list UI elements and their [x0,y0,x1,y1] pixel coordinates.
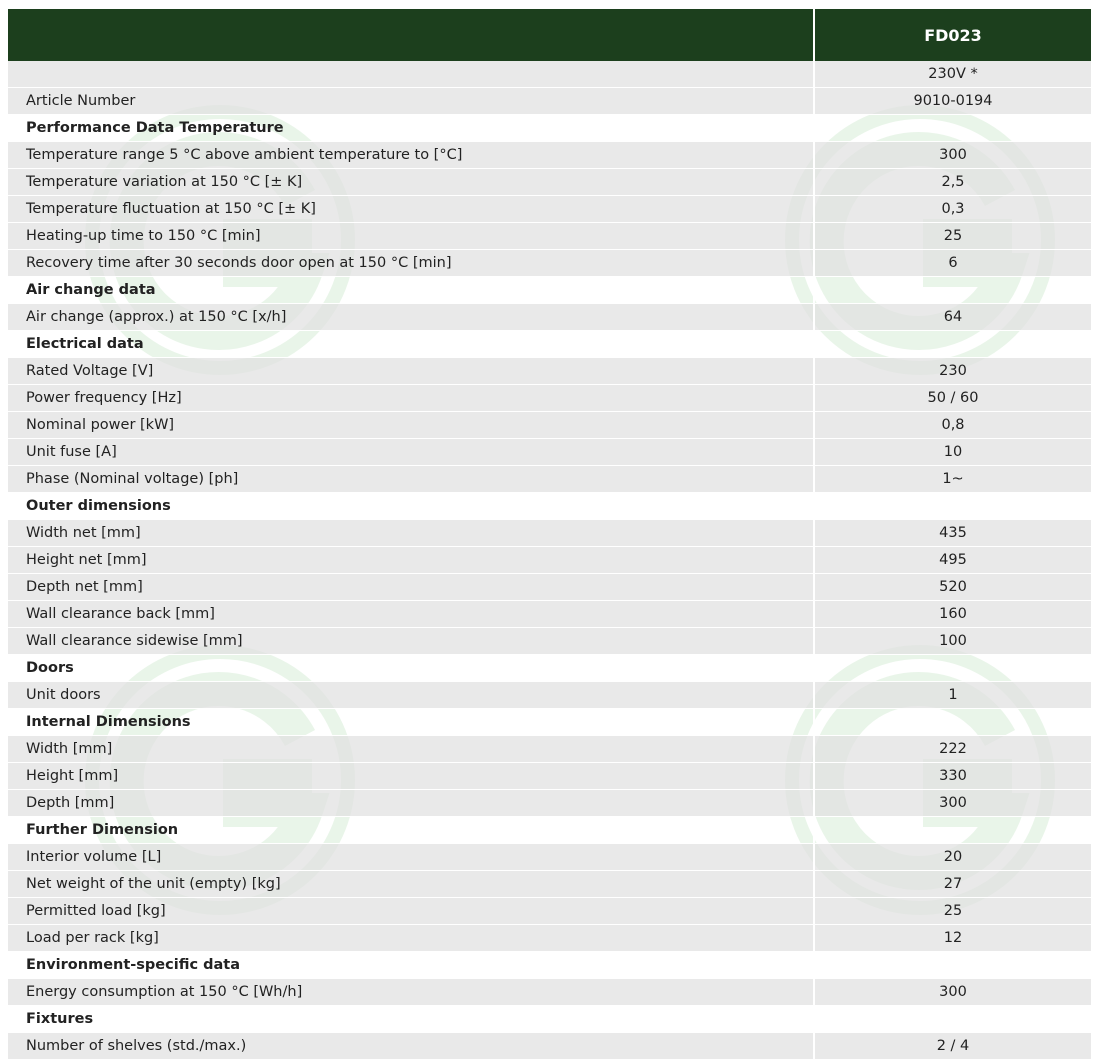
section-row [8,277,1091,304]
section-row [8,115,1091,142]
row-label: Power frequency [Hz] [8,385,814,412]
row-value: 6 [814,250,1091,277]
table-row [8,925,1091,952]
table-row [8,574,1091,601]
section-value-cell [814,277,1091,304]
row-label: Air change (approx.) at 150 °C [x/h] [8,304,814,331]
table-row [8,385,1091,412]
row-label: Height net [mm] [8,547,814,574]
table-row [8,790,1091,817]
section-title: Air change data [8,277,814,304]
table-row [8,250,1091,277]
row-label: Nominal power [kW] [8,412,814,439]
section-value-cell [814,1006,1091,1033]
section-title: Further Dimension [8,817,814,844]
row-value: 1~ [814,466,1091,493]
section-title: Fixtures [8,1006,814,1033]
header-row [8,9,1091,61]
row-label: Width net [mm] [8,520,814,547]
table-row [8,196,1091,223]
table-row [8,169,1091,196]
row-value: 222 [814,736,1091,763]
row-label: Interior volume [L] [8,844,814,871]
section-row [8,331,1091,358]
row-label: Article Number [8,88,814,115]
row-value: 2 / 4 [814,1033,1091,1060]
section-row [8,952,1091,979]
section-title: Internal Dimensions [8,709,814,736]
row-label: Height [mm] [8,763,814,790]
section-value-cell [814,952,1091,979]
row-value: 27 [814,871,1091,898]
table-row [8,304,1091,331]
row-label: Phase (Nominal voltage) [ph] [8,466,814,493]
table-row [8,439,1091,466]
table-row [8,88,1091,115]
table-row [8,223,1091,250]
section-row [8,655,1091,682]
row-label: Depth net [mm] [8,574,814,601]
table-row [8,547,1091,574]
row-label: Permitted load [kg] [8,898,814,925]
row-value: 230 [814,358,1091,385]
table-row [8,763,1091,790]
row-value: 20 [814,844,1091,871]
table-row [8,682,1091,709]
row-label: Temperature fluctuation at 150 °C [± K] [8,196,814,223]
table-row [8,1033,1091,1060]
section-title: Environment-specific data [8,952,814,979]
section-row [8,493,1091,520]
row-label: Unit doors [8,682,814,709]
row-value: 10 [814,439,1091,466]
row-value: 100 [814,628,1091,655]
section-title: Electrical data [8,331,814,358]
row-value: 300 [814,142,1091,169]
table-row [8,358,1091,385]
table-row [8,61,1091,88]
row-value: 9010-0194 [814,88,1091,115]
table-row [8,871,1091,898]
row-label: Width [mm] [8,736,814,763]
section-value-cell [814,115,1091,142]
table-row [8,466,1091,493]
row-value: 25 [814,898,1091,925]
section-value-cell [814,331,1091,358]
row-label: Temperature variation at 150 °C [± K] [8,169,814,196]
table-row [8,898,1091,925]
section-row [8,709,1091,736]
section-title: Performance Data Temperature [8,115,814,142]
row-value: 330 [814,763,1091,790]
header-label-cell [8,9,814,61]
row-value: 12 [814,925,1091,952]
spec-table [8,9,1091,1060]
model-name: FD023 [814,9,1091,61]
section-value-cell [814,817,1091,844]
section-title: Outer dimensions [8,493,814,520]
row-value: 64 [814,304,1091,331]
section-value-cell [814,493,1091,520]
row-label: Heating-up time to 150 °C [min] [8,223,814,250]
section-row [8,1006,1091,1033]
row-label: Temperature range 5 °C above ambient temperature to [°C] [8,142,814,169]
row-label: Unit fuse [A] [8,439,814,466]
table-row [8,628,1091,655]
row-label: Number of shelves (std./max.) [8,1033,814,1060]
row-value: 160 [814,601,1091,628]
table-row [8,601,1091,628]
row-label: Load per rack [kg] [8,925,814,952]
row-value: 1 [814,682,1091,709]
row-label: Net weight of the unit (empty) [kg] [8,871,814,898]
row-value: 300 [814,790,1091,817]
row-value: 25 [814,223,1091,250]
row-value: 0,8 [814,412,1091,439]
section-value-cell [814,709,1091,736]
table-row [8,844,1091,871]
row-label: Wall clearance sidewise [mm] [8,628,814,655]
table-row [8,142,1091,169]
row-value: 0,3 [814,196,1091,223]
row-value: 230V * [814,61,1091,88]
row-value: 495 [814,547,1091,574]
table-row [8,736,1091,763]
section-title: Doors [8,655,814,682]
row-label: Rated Voltage [V] [8,358,814,385]
row-value: 520 [814,574,1091,601]
section-row [8,817,1091,844]
row-label: Wall clearance back [mm] [8,601,814,628]
row-label: Depth [mm] [8,790,814,817]
row-value: 435 [814,520,1091,547]
row-value: 300 [814,979,1091,1006]
table-row [8,979,1091,1006]
table-row [8,520,1091,547]
row-value: 50 / 60 [814,385,1091,412]
row-value: 2,5 [814,169,1091,196]
row-label [8,61,814,88]
row-label: Energy consumption at 150 °C [Wh/h] [8,979,814,1006]
table-row [8,412,1091,439]
section-value-cell [814,655,1091,682]
row-label: Recovery time after 30 seconds door open at 150 °C [min] [8,250,814,277]
spec-table-header [8,9,1091,61]
spec-table-body [8,61,1091,1060]
